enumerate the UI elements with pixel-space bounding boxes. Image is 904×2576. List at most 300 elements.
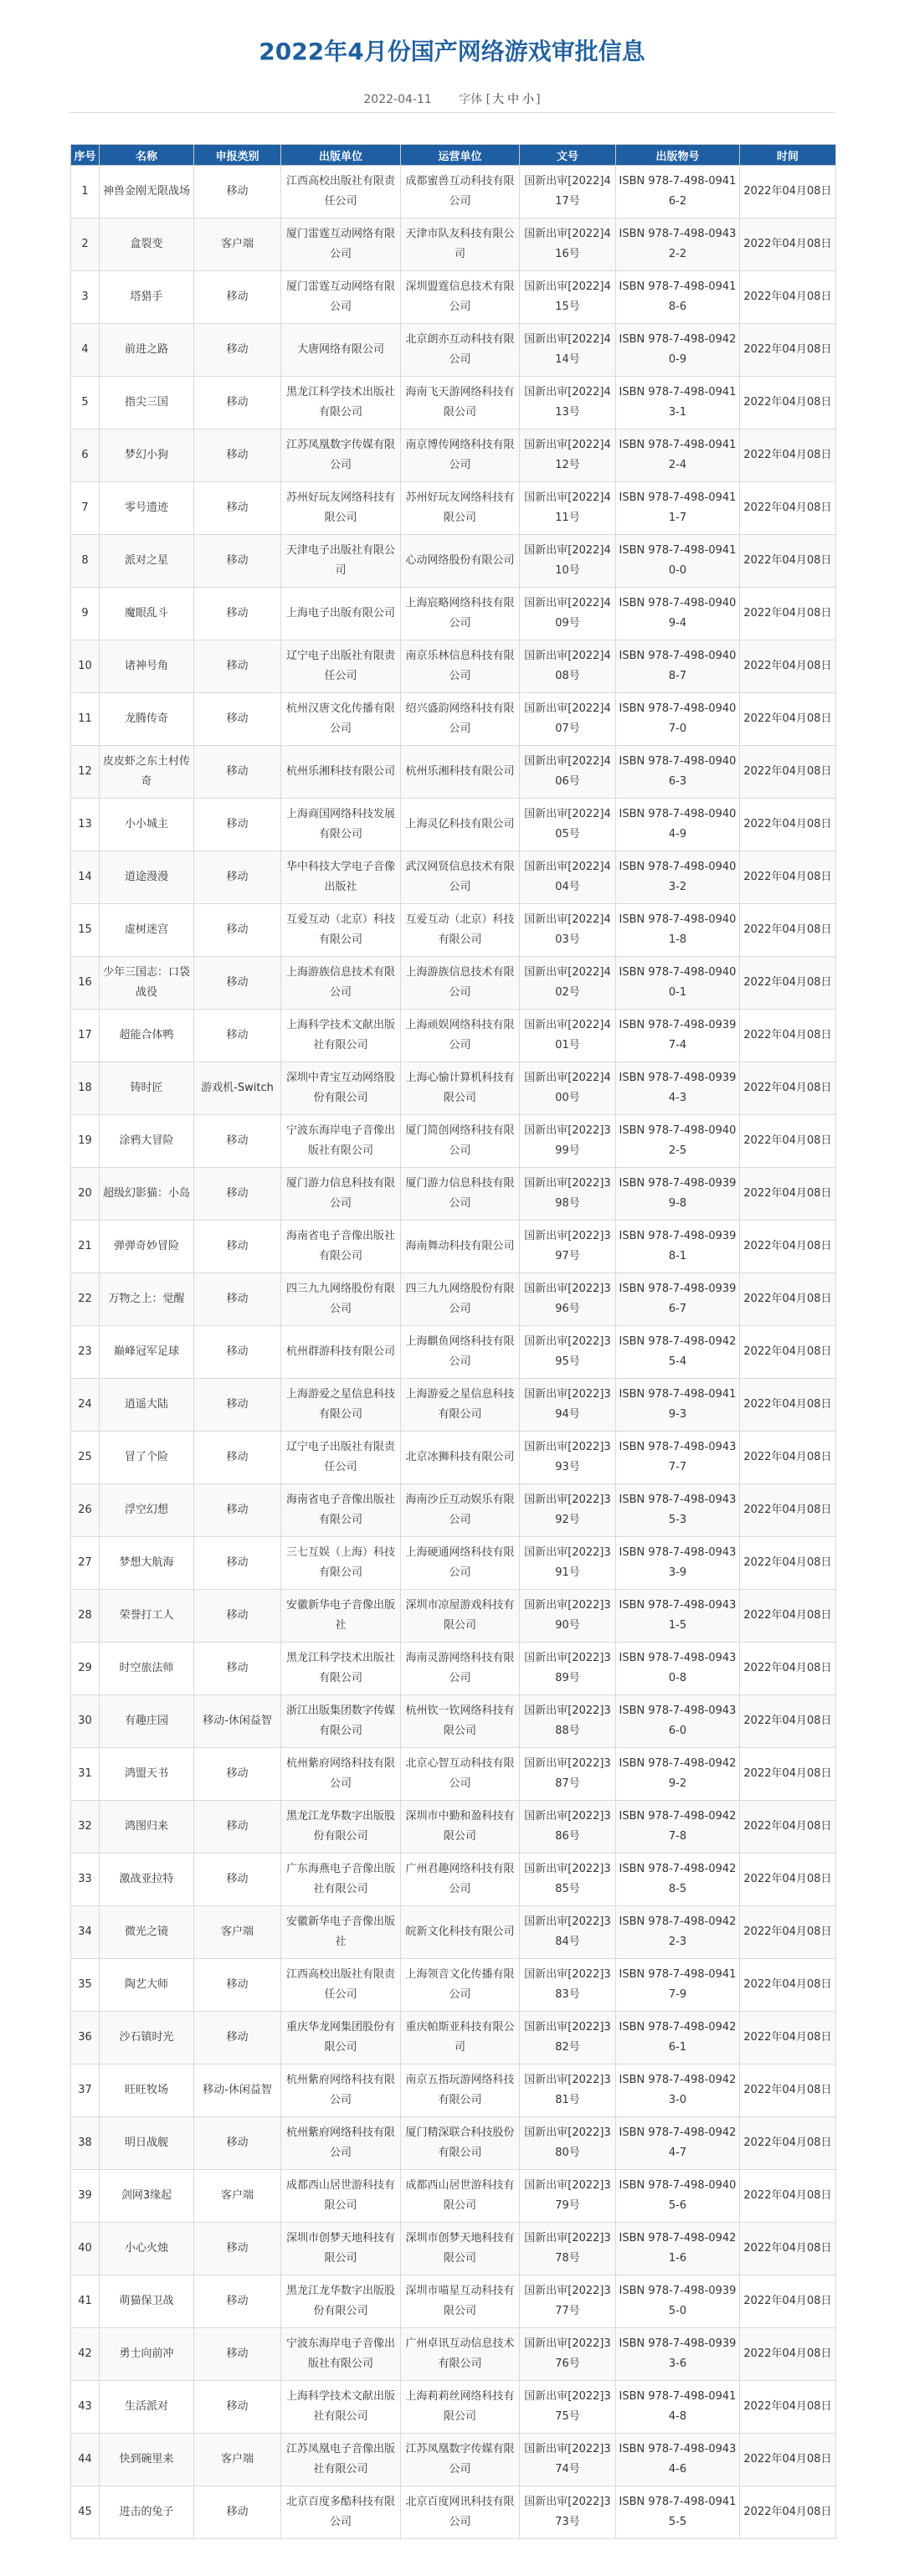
cell-col-approval-no: 国新出审[2022]417号 xyxy=(520,166,616,219)
cell-col-publisher: 杭州紫府网络科技有限公司 xyxy=(281,2064,401,2117)
cell-col-publisher: 海南省电子音像出版社有限公司 xyxy=(281,1484,401,1537)
cell-col-name: 皮皮虾之东土村传奇 xyxy=(100,746,194,799)
cell-col-index: 17 xyxy=(71,1010,100,1062)
cell-col-approval-no: 国新出审[2022]394号 xyxy=(520,1379,616,1432)
cell-col-publisher: 杭州群游科技有限公司 xyxy=(281,1326,401,1379)
cell-col-name: 派对之星 xyxy=(100,535,194,588)
cell-col-date: 2022年04月08日 xyxy=(740,904,836,957)
approval-table xyxy=(70,144,836,2539)
table-row xyxy=(71,1906,836,1959)
cell-col-index: 7 xyxy=(71,482,100,535)
cell-col-name: 巅峰冠军足球 xyxy=(100,1326,194,1379)
table-row xyxy=(71,2486,836,2539)
font-size-small-link[interactable]: 小 xyxy=(522,93,535,106)
cell-col-publisher: 江西高校出版社有限责任公司 xyxy=(281,1959,401,2012)
table-body xyxy=(71,166,836,2539)
table-row xyxy=(71,2117,836,2170)
cell-col-index: 23 xyxy=(71,1326,100,1379)
cell-col-publisher: 辽宁电子出版社有限责任公司 xyxy=(281,640,401,693)
table-row xyxy=(71,2012,836,2064)
cell-col-index: 6 xyxy=(71,429,100,482)
cell-col-operator: 上海麒鱼网络科技有限公司 xyxy=(401,1326,520,1379)
cell-col-publisher: 海南省电子音像出版社有限公司 xyxy=(281,1221,401,1273)
cell-col-index: 27 xyxy=(71,1537,100,1590)
cell-col-name: 超级幻影猫：小岛 xyxy=(100,1168,194,1221)
cell-col-name: 超能合体鸭 xyxy=(100,1010,194,1062)
cell-col-operator: 武汉网贤信息技术有限公司 xyxy=(401,851,520,904)
cell-col-date: 2022年04月08日 xyxy=(740,1168,836,1221)
table-row xyxy=(71,1959,836,2012)
cell-col-publisher: 重庆华龙网集团股份有限公司 xyxy=(281,2012,401,2064)
cell-col-name: 梦想大航海 xyxy=(100,1537,194,1590)
cell-col-isbn: ISBN 978-7-498-09431-5 xyxy=(616,1590,740,1643)
cell-col-name: 小心火烛 xyxy=(100,2223,194,2275)
table-row xyxy=(71,482,836,535)
cell-col-date: 2022年04月08日 xyxy=(740,851,836,904)
cell-col-index: 3 xyxy=(71,271,100,324)
cell-col-category: 移动 xyxy=(194,1854,281,1906)
cell-col-approval-no: 国新出审[2022]391号 xyxy=(520,1537,616,1590)
cell-col-approval-no: 国新出审[2022]392号 xyxy=(520,1484,616,1537)
table-row xyxy=(71,851,836,904)
cell-col-publisher: 上海游族信息技术有限公司 xyxy=(281,957,401,1010)
cell-col-index: 36 xyxy=(71,2012,100,2064)
cell-col-index: 13 xyxy=(71,799,100,851)
cell-col-approval-no: 国新出审[2022]396号 xyxy=(520,1273,616,1326)
table-row xyxy=(71,1379,836,1432)
cell-col-category: 移动 xyxy=(194,1221,281,1273)
cell-col-approval-no: 国新出审[2022]385号 xyxy=(520,1854,616,1906)
cell-col-publisher: 互爱互动（北京）科技有限公司 xyxy=(281,904,401,957)
table-row xyxy=(71,693,836,746)
cell-col-operator: 苏州好玩友网络科技有限公司 xyxy=(401,482,520,535)
cell-col-index: 15 xyxy=(71,904,100,957)
cell-col-operator: 北京冰狮科技有限公司 xyxy=(401,1432,520,1484)
cell-col-name: 陶艺大师 xyxy=(100,1959,194,2012)
cell-col-category: 移动 xyxy=(194,535,281,588)
cell-col-index: 16 xyxy=(71,957,100,1010)
cell-col-publisher: 安徽新华电子音像出版社 xyxy=(281,1590,401,1643)
cell-col-date: 2022年04月08日 xyxy=(740,640,836,693)
cell-col-index: 18 xyxy=(71,1062,100,1115)
cell-col-publisher: 四三九九网络股份有限公司 xyxy=(281,1273,401,1326)
cell-col-index: 24 xyxy=(71,1379,100,1432)
cell-col-operator: 南京博传网络科技有限公司 xyxy=(401,429,520,482)
cell-col-index: 29 xyxy=(71,1643,100,1695)
cell-col-category: 移动 xyxy=(194,1379,281,1432)
cell-col-operator: 杭州乐湘科技有限公司 xyxy=(401,746,520,799)
cell-col-isbn: ISBN 978-7-498-09418-6 xyxy=(616,271,740,324)
cell-col-index: 42 xyxy=(71,2328,100,2381)
cell-col-index: 1 xyxy=(71,166,100,219)
cell-col-date: 2022年04月08日 xyxy=(740,746,836,799)
cell-col-index: 14 xyxy=(71,851,100,904)
cell-col-name: 浮空幻想 xyxy=(100,1484,194,1537)
cell-col-index: 22 xyxy=(71,1273,100,1326)
cell-col-name: 虚树迷宫 xyxy=(100,904,194,957)
cell-col-category: 移动 xyxy=(194,2486,281,2539)
cell-col-operator: 深圳市中勤和盈科技有限公司 xyxy=(401,1801,520,1854)
cell-col-publisher: 天津电子出版社有限公司 xyxy=(281,535,401,588)
cell-col-category: 移动 xyxy=(194,2012,281,2064)
cell-col-date: 2022年04月08日 xyxy=(740,1643,836,1695)
cell-col-isbn: ISBN 978-7-498-09417-9 xyxy=(616,1959,740,2012)
header-col-publisher: 出版单位 xyxy=(281,145,401,166)
cell-col-date: 2022年04月08日 xyxy=(740,1906,836,1959)
cell-col-category: 移动 xyxy=(194,1801,281,1854)
cell-col-index: 35 xyxy=(71,1959,100,2012)
cell-col-publisher: 大唐网络有限公司 xyxy=(281,324,401,377)
cell-col-operator: 江苏凤凰数字传媒有限公司 xyxy=(401,2434,520,2486)
cell-col-date: 2022年04月08日 xyxy=(740,1801,836,1854)
cell-col-name: 塔猎手 xyxy=(100,271,194,324)
cell-col-isbn: ISBN 978-7-498-09403-2 xyxy=(616,851,740,904)
cell-col-index: 38 xyxy=(71,2117,100,2170)
cell-col-isbn: ISBN 978-7-498-09409-4 xyxy=(616,588,740,640)
cell-col-operator: 上海心愉计算机科技有限公司 xyxy=(401,1062,520,1115)
table-row xyxy=(71,1537,836,1590)
cell-col-publisher: 宁波东海岸电子音像出版社有限公司 xyxy=(281,2328,401,2381)
font-size-large-link[interactable]: 大 xyxy=(492,93,505,106)
cell-col-isbn: ISBN 978-7-498-09421-6 xyxy=(616,2223,740,2275)
cell-col-category: 移动 xyxy=(194,746,281,799)
cell-col-publisher: 辽宁电子出版社有限责任公司 xyxy=(281,1432,401,1484)
cell-col-approval-no: 国新出审[2022]408号 xyxy=(520,640,616,693)
cell-col-date: 2022年04月08日 xyxy=(740,271,836,324)
cell-col-isbn: ISBN 978-7-498-09394-3 xyxy=(616,1062,740,1115)
cell-col-publisher: 上海商国网络科技发展有限公司 xyxy=(281,799,401,851)
cell-col-index: 19 xyxy=(71,1115,100,1168)
cell-col-isbn: ISBN 978-7-498-09402-5 xyxy=(616,1115,740,1168)
cell-col-name: 明日战舰 xyxy=(100,2117,194,2170)
cell-col-category: 移动 xyxy=(194,1168,281,1221)
cell-col-isbn: ISBN 978-7-498-09405-6 xyxy=(616,2170,740,2223)
cell-col-isbn: ISBN 978-7-498-09411-7 xyxy=(616,482,740,535)
cell-col-approval-no: 国新出审[2022]409号 xyxy=(520,588,616,640)
cell-col-category: 移动 xyxy=(194,429,281,482)
table-row xyxy=(71,324,836,377)
cell-col-index: 40 xyxy=(71,2223,100,2275)
cell-col-publisher: 江苏凤凰数字传媒有限公司 xyxy=(281,429,401,482)
table-row xyxy=(71,1590,836,1643)
cell-col-date: 2022年04月08日 xyxy=(740,799,836,851)
cell-col-category: 移动 xyxy=(194,957,281,1010)
cell-col-index: 12 xyxy=(71,746,100,799)
cell-col-name: 万物之上：觉醒 xyxy=(100,1273,194,1326)
cell-col-approval-no: 国新出审[2022]384号 xyxy=(520,1906,616,1959)
cell-col-name: 盒裂变 xyxy=(100,219,194,271)
cell-col-operator: 北京朗亦互动科技有限公司 xyxy=(401,324,520,377)
table-row xyxy=(71,2275,836,2328)
cell-col-operator: 深圳市喵星互动科技有限公司 xyxy=(401,2275,520,2328)
cell-col-date: 2022年04月08日 xyxy=(740,1010,836,1062)
cell-col-name: 鸿盟天书 xyxy=(100,1748,194,1801)
cell-col-name: 魔眼乱斗 xyxy=(100,588,194,640)
cell-col-isbn: ISBN 978-7-498-09420-9 xyxy=(616,324,740,377)
cell-col-publisher: 北京百度多酷科技有限公司 xyxy=(281,2486,401,2539)
cell-col-operator: 心动网络股份有限公司 xyxy=(401,535,520,588)
cell-col-publisher: 厦门雷霆互动网络有限公司 xyxy=(281,271,401,324)
cell-col-category: 移动 xyxy=(194,1432,281,1484)
cell-col-name: 勇士向前冲 xyxy=(100,2328,194,2381)
cell-col-index: 20 xyxy=(71,1168,100,1221)
cell-col-approval-no: 国新出审[2022]389号 xyxy=(520,1643,616,1695)
cell-col-publisher: 黑龙江科学技术出版社有限公司 xyxy=(281,1643,401,1695)
cell-col-isbn: ISBN 978-7-498-09414-8 xyxy=(616,2381,740,2434)
cell-col-category: 移动 xyxy=(194,2275,281,2328)
cell-col-publisher: 黑龙江龙华数字出版股份有限公司 xyxy=(281,1801,401,1854)
cell-col-approval-no: 国新出审[2022]406号 xyxy=(520,746,616,799)
cell-col-category: 客户端 xyxy=(194,2170,281,2223)
cell-col-publisher: 成都西山居世游科技有限公司 xyxy=(281,2170,401,2223)
cell-col-isbn: ISBN 978-7-498-09434-6 xyxy=(616,2434,740,2486)
cell-col-category: 移动 xyxy=(194,1959,281,2012)
cell-col-date: 2022年04月08日 xyxy=(740,588,836,640)
cell-col-operator: 海南沙丘互动娱乐有限公司 xyxy=(401,1484,520,1537)
cell-col-approval-no: 国新出审[2022]400号 xyxy=(520,1062,616,1115)
cell-col-operator: 深圳市凉屋游戏科技有限公司 xyxy=(401,1590,520,1643)
cell-col-isbn: ISBN 978-7-498-09416-2 xyxy=(616,166,740,219)
cell-col-index: 30 xyxy=(71,1695,100,1748)
cell-col-operator: 皖新文化科技有限公司 xyxy=(401,1906,520,1959)
cell-col-category: 移动 xyxy=(194,2117,281,2170)
cell-col-index: 25 xyxy=(71,1432,100,1484)
cell-col-category: 移动 xyxy=(194,2223,281,2275)
cell-col-publisher: 安徽新华电子音像出版社 xyxy=(281,1906,401,1959)
cell-col-category: 移动 xyxy=(194,1273,281,1326)
table-row xyxy=(71,1273,836,1326)
table-row xyxy=(71,2381,836,2434)
cell-col-publisher: 黑龙江科学技术出版社有限公司 xyxy=(281,377,401,429)
cell-col-isbn: ISBN 978-7-498-09399-8 xyxy=(616,1168,740,1221)
cell-col-isbn: ISBN 978-7-498-09435-3 xyxy=(616,1484,740,1537)
table-header-row xyxy=(71,145,836,166)
cell-col-operator: 深圳盟霆信息技术有限公司 xyxy=(401,271,520,324)
cell-col-name: 神兽金刚无限战场 xyxy=(100,166,194,219)
cell-col-date: 2022年04月08日 xyxy=(740,166,836,219)
cell-col-index: 4 xyxy=(71,324,100,377)
cell-col-category: 移动 xyxy=(194,377,281,429)
cell-col-index: 34 xyxy=(71,1906,100,1959)
cell-col-operator: 互爱互动（北京）科技有限公司 xyxy=(401,904,520,957)
cell-col-isbn: ISBN 978-7-498-09425-4 xyxy=(616,1326,740,1379)
cell-col-category: 移动-休闲益智 xyxy=(194,1695,281,1748)
cell-col-publisher: 江西高校出版社有限责任公司 xyxy=(281,166,401,219)
cell-col-operator: 海南灵游网络科技有限公司 xyxy=(401,1643,520,1695)
cell-col-isbn: ISBN 978-7-498-09415-5 xyxy=(616,2486,740,2539)
cell-col-name: 荣誉打工人 xyxy=(100,1590,194,1643)
cell-col-approval-no: 国新出审[2022]397号 xyxy=(520,1221,616,1273)
cell-col-category: 移动 xyxy=(194,271,281,324)
cell-col-approval-no: 国新出审[2022]388号 xyxy=(520,1695,616,1748)
cell-col-operator: 南京乐林信息科技有限公司 xyxy=(401,640,520,693)
cell-col-category: 移动 xyxy=(194,640,281,693)
header-col-operator: 运营单位 xyxy=(401,145,520,166)
table-row xyxy=(71,1748,836,1801)
table-row xyxy=(71,1695,836,1748)
cell-col-category: 客户端 xyxy=(194,1906,281,1959)
cell-col-isbn: ISBN 978-7-498-09408-7 xyxy=(616,640,740,693)
table-row xyxy=(71,640,836,693)
cell-col-name: 激战亚拉特 xyxy=(100,1854,194,1906)
cell-col-approval-no: 国新出审[2022]414号 xyxy=(520,324,616,377)
table-row xyxy=(71,2223,836,2275)
cell-col-isbn: ISBN 978-7-498-09436-0 xyxy=(616,1695,740,1748)
cell-col-date: 2022年04月08日 xyxy=(740,1273,836,1326)
cell-col-date: 2022年04月08日 xyxy=(740,482,836,535)
cell-col-publisher: 杭州汉唐文化传播有限公司 xyxy=(281,693,401,746)
cell-col-name: 萌猫保卫战 xyxy=(100,2275,194,2328)
table-row xyxy=(71,904,836,957)
font-size-bracket-open: [ xyxy=(485,93,491,106)
cell-col-category: 移动 xyxy=(194,799,281,851)
table-row xyxy=(71,2064,836,2117)
table-row xyxy=(71,2170,836,2223)
cell-col-approval-no: 国新出审[2022]405号 xyxy=(520,799,616,851)
cell-col-approval-no: 国新出审[2022]416号 xyxy=(520,219,616,271)
cell-col-operator: 深圳市创梦天地科技有限公司 xyxy=(401,2223,520,2275)
cell-col-index: 9 xyxy=(71,588,100,640)
cell-col-approval-no: 国新出审[2022]395号 xyxy=(520,1326,616,1379)
table-row xyxy=(71,1062,836,1115)
cell-col-date: 2022年04月08日 xyxy=(740,429,836,482)
cell-col-category: 移动 xyxy=(194,1115,281,1168)
cell-col-category: 移动 xyxy=(194,166,281,219)
table-row xyxy=(71,377,836,429)
cell-col-date: 2022年04月08日 xyxy=(740,1748,836,1801)
table-row xyxy=(71,271,836,324)
cell-col-date: 2022年04月08日 xyxy=(740,1432,836,1484)
cell-col-operator: 上海游族信息技术有限公司 xyxy=(401,957,520,1010)
cell-col-isbn: ISBN 978-7-498-09400-1 xyxy=(616,957,740,1010)
cell-col-operator: 南京五指玩游网络科技有限公司 xyxy=(401,2064,520,2117)
cell-col-date: 2022年04月08日 xyxy=(740,1854,836,1906)
page-title: 2022年4月份国产网络游戏审批信息 xyxy=(259,38,645,65)
cell-col-category: 移动 xyxy=(194,1484,281,1537)
cell-col-publisher: 深圳中青宝互动网络股份有限公司 xyxy=(281,1062,401,1115)
table-row xyxy=(71,799,836,851)
cell-col-isbn: ISBN 978-7-498-09429-2 xyxy=(616,1748,740,1801)
cell-col-category: 移动 xyxy=(194,693,281,746)
cell-col-approval-no: 国新出审[2022]377号 xyxy=(520,2275,616,2328)
cell-col-operator: 广州君趣网络科技有限公司 xyxy=(401,1854,520,1906)
table-row xyxy=(71,2328,836,2381)
font-size-medium-link[interactable]: 中 xyxy=(507,93,520,106)
cell-col-approval-no: 国新出审[2022]410号 xyxy=(520,535,616,588)
cell-col-publisher: 苏州好玩友网络科技有限公司 xyxy=(281,482,401,535)
cell-col-name: 梦幻小狗 xyxy=(100,429,194,482)
table-row xyxy=(71,746,836,799)
cell-col-index: 43 xyxy=(71,2381,100,2434)
cell-col-approval-no: 国新出审[2022]380号 xyxy=(520,2117,616,2170)
cell-col-isbn: ISBN 978-7-498-09401-8 xyxy=(616,904,740,957)
cell-col-category: 客户端 xyxy=(194,2434,281,2486)
cell-col-category: 移动 xyxy=(194,588,281,640)
table-row xyxy=(71,1115,836,1168)
cell-col-isbn: ISBN 978-7-498-09404-9 xyxy=(616,799,740,851)
cell-col-index: 31 xyxy=(71,1748,100,1801)
cell-col-date: 2022年04月08日 xyxy=(740,2328,836,2381)
cell-col-isbn: ISBN 978-7-498-09437-7 xyxy=(616,1432,740,1484)
cell-col-approval-no: 国新出审[2022]374号 xyxy=(520,2434,616,2486)
cell-col-index: 37 xyxy=(71,2064,100,2117)
cell-col-approval-no: 国新出审[2022]398号 xyxy=(520,1168,616,1221)
cell-col-name: 小小城主 xyxy=(100,799,194,851)
cell-col-approval-no: 国新出审[2022]379号 xyxy=(520,2170,616,2223)
cell-col-date: 2022年04月08日 xyxy=(740,1221,836,1273)
cell-col-publisher: 上海科学技术文献出版社有限公司 xyxy=(281,2381,401,2434)
cell-col-approval-no: 国新出审[2022]386号 xyxy=(520,1801,616,1854)
cell-col-name: 少年三国志：口袋战役 xyxy=(100,957,194,1010)
cell-col-name: 指尖三国 xyxy=(100,377,194,429)
cell-col-name: 道途漫漫 xyxy=(100,851,194,904)
cell-col-operator: 海南飞天游网络科技有限公司 xyxy=(401,377,520,429)
cell-col-operator: 海南舞动科技有限公司 xyxy=(401,1221,520,1273)
cell-col-index: 8 xyxy=(71,535,100,588)
cell-col-name: 冒了个险 xyxy=(100,1432,194,1484)
cell-col-name: 弹弹奇妙冒险 xyxy=(100,1221,194,1273)
cell-col-category: 移动 xyxy=(194,2381,281,2434)
header-col-name: 名称 xyxy=(100,145,194,166)
cell-col-date: 2022年04月08日 xyxy=(740,2434,836,2486)
table-row xyxy=(71,1010,836,1062)
header-col-approval-no: 文号 xyxy=(520,145,616,166)
table-row xyxy=(71,1801,836,1854)
cell-col-name: 时空旅法师 xyxy=(100,1643,194,1695)
cell-col-approval-no: 国新出审[2022]413号 xyxy=(520,377,616,429)
cell-col-category: 移动 xyxy=(194,1643,281,1695)
article-meta xyxy=(0,90,904,107)
cell-col-date: 2022年04月08日 xyxy=(740,957,836,1010)
table-row xyxy=(71,219,836,271)
cell-col-publisher: 黑龙江龙华数字出版股份有限公司 xyxy=(281,2275,401,2328)
cell-col-date: 2022年04月08日 xyxy=(740,1695,836,1748)
cell-col-isbn: ISBN 978-7-498-09397-4 xyxy=(616,1010,740,1062)
cell-col-name: 剑网3缘起 xyxy=(100,2170,194,2223)
cell-col-operator: 上海游爱之星信息科技有限公司 xyxy=(401,1379,520,1432)
cell-col-index: 39 xyxy=(71,2170,100,2223)
cell-col-index: 11 xyxy=(71,693,100,746)
cell-col-category: 移动 xyxy=(194,1326,281,1379)
cell-col-isbn: ISBN 978-7-498-09423-0 xyxy=(616,2064,740,2117)
cell-col-date: 2022年04月08日 xyxy=(740,1484,836,1537)
cell-col-approval-no: 国新出审[2022]387号 xyxy=(520,1748,616,1801)
title-divider xyxy=(69,112,835,113)
cell-col-name: 进击的兔子 xyxy=(100,2486,194,2539)
table-row xyxy=(71,166,836,219)
cell-col-publisher: 三七互娱（上海）科技有限公司 xyxy=(281,1537,401,1590)
cell-col-operator: 杭州钦一钦网络科技有限公司 xyxy=(401,1695,520,1748)
cell-col-approval-no: 国新出审[2022]373号 xyxy=(520,2486,616,2539)
cell-col-date: 2022年04月08日 xyxy=(740,324,836,377)
cell-col-index: 2 xyxy=(71,219,100,271)
cell-col-category: 移动 xyxy=(194,1537,281,1590)
cell-col-name: 生活派对 xyxy=(100,2381,194,2434)
cell-col-isbn: ISBN 978-7-498-09424-7 xyxy=(616,2117,740,2170)
cell-col-name: 前进之路 xyxy=(100,324,194,377)
cell-col-publisher: 上海科学技术文献出版社有限公司 xyxy=(281,1010,401,1062)
cell-col-isbn: ISBN 978-7-498-09398-1 xyxy=(616,1221,740,1273)
table-row xyxy=(71,1221,836,1273)
cell-col-date: 2022年04月08日 xyxy=(740,535,836,588)
cell-col-operator: 绍兴盛韵网络科技有限公司 xyxy=(401,693,520,746)
cell-col-isbn: ISBN 978-7-498-09432-2 xyxy=(616,219,740,271)
cell-col-operator: 天津市队友科技有限公司 xyxy=(401,219,520,271)
cell-col-index: 44 xyxy=(71,2434,100,2486)
font-size-bracket-close: ] xyxy=(536,93,541,106)
cell-col-date: 2022年04月08日 xyxy=(740,2275,836,2328)
cell-col-publisher: 深圳市创梦天地科技有限公司 xyxy=(281,2223,401,2275)
